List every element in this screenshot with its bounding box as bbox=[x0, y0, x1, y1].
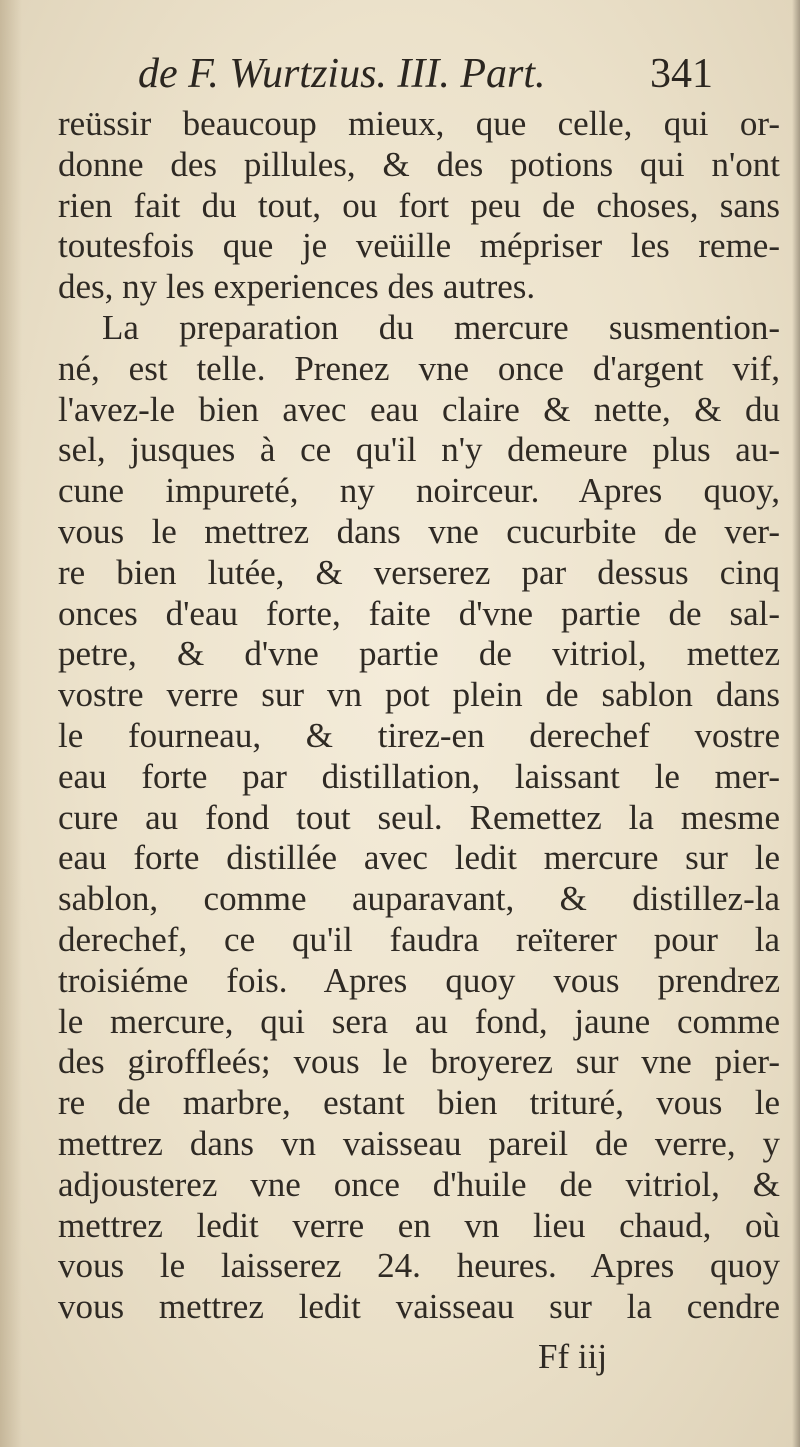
text-line: mettrez ledit verre en vn lieu chaud, où bbox=[58, 1205, 780, 1245]
text-line: le fourneau, & tirez-en derechef vostre bbox=[58, 715, 780, 755]
text-line: re bien lutée, & verserez par dessus cinq bbox=[58, 552, 780, 592]
text-line: donne des pillules, & des potions qui n'ont bbox=[58, 144, 780, 184]
text-line: vous le mettrez dans vne cucurbite de ver- bbox=[58, 511, 780, 551]
text-line: petre, & d'vne partie de vitriol, mettez bbox=[58, 634, 780, 674]
text-line: mettrez dans vn vaisseau pareil de verre, y bbox=[58, 1123, 780, 1163]
text-line: troisiéme fois. Apres quoy vous prendrez bbox=[58, 960, 780, 1000]
text-line: eau forte distillée avec ledit mercure sur le bbox=[58, 838, 780, 878]
running-header bbox=[138, 50, 778, 108]
text-line: eau forte par distillation, laissant le mer- bbox=[58, 756, 780, 796]
text-line: derechef, ce qu'il faudra reïterer pour la bbox=[58, 919, 780, 959]
text-line: vostre verre sur vn pot plein de sablon dans bbox=[58, 675, 780, 715]
text-line: re de marbre, estant bien trituré, vous le bbox=[58, 1083, 780, 1123]
text-line: des giroffleés; vous le broyerez sur vne pier- bbox=[58, 1042, 780, 1082]
text-line: toutesfois que je veüille mépriser les reme- bbox=[58, 226, 780, 266]
text-line: l'avez-le bien avec eau claire & nette, & du bbox=[58, 389, 780, 429]
text-line: cune impureté, ny noirceur. Apres quoy, bbox=[58, 471, 780, 511]
signature-mark: Ff iij bbox=[538, 1337, 608, 1376]
text-line: onces d'eau forte, faite d'vne partie de sal- bbox=[58, 593, 780, 633]
text-line: né, est telle. Prenez vne once d'argent vif, bbox=[58, 348, 780, 388]
text-line: sablon, comme auparavant, & distillez-la bbox=[58, 879, 780, 919]
paragraph-first-line: La preparation du mercure susmention- bbox=[102, 307, 780, 347]
text-line: vous mettrez ledit vaisseau sur la cendre bbox=[58, 1287, 780, 1327]
text-line: reüssir beaucoup mieux, que celle, qui or- bbox=[58, 104, 780, 143]
text-line: le mercure, qui sera au fond, jaune comme bbox=[58, 1001, 780, 1041]
text-line: rien fait du tout, ou fort peu de choses, sans bbox=[58, 185, 780, 225]
page-number: 341 bbox=[650, 51, 713, 97]
body-text bbox=[58, 104, 780, 1328]
text-line: sel, jusques à ce qu'il n'y demeure plus au- bbox=[58, 430, 780, 470]
text-line: cure au fond tout seul. Remettez la mesme bbox=[58, 797, 780, 837]
running-title: de F. Wurtzius. III. Part. bbox=[138, 51, 546, 97]
text-line: des, ny les experiences des autres. bbox=[58, 267, 536, 307]
text-line: adjousterez vne once d'huile de vitriol, & bbox=[58, 1164, 780, 1204]
text-line: vous le laisserez 24. heures. Apres quoy bbox=[58, 1246, 780, 1286]
